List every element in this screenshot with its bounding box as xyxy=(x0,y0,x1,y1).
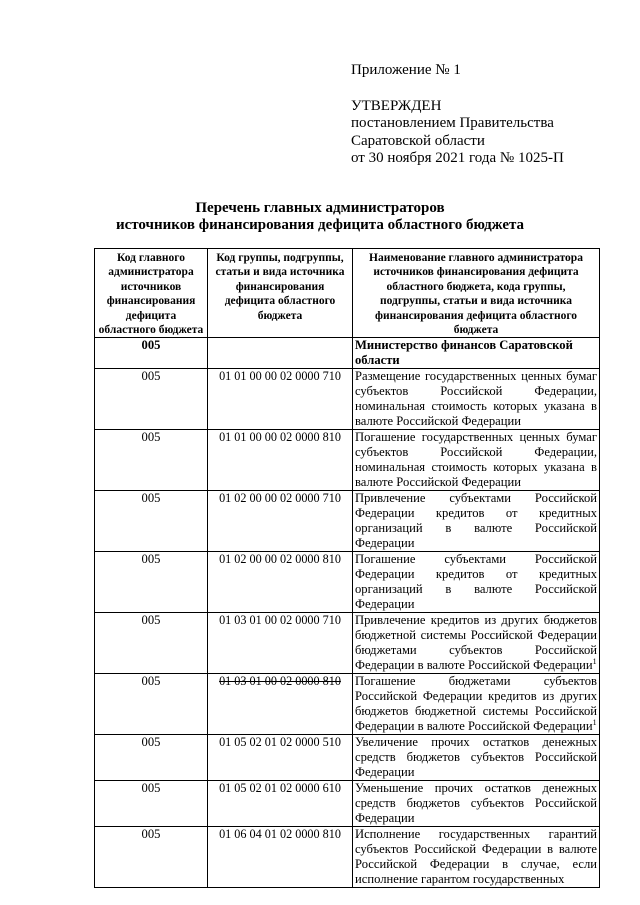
table-row xyxy=(95,552,600,613)
document-title xyxy=(0,200,640,234)
approval-line-3: от 30 ноября 2021 года № 1025-П xyxy=(351,150,564,166)
source-name-cell: Исполнение государственных гарантий субъектов Российской Федерации в валюте Российской Федерации в случае, если исполнение гарантом государственных xyxy=(353,827,600,888)
admin-code-cell: 005 xyxy=(95,613,208,674)
source-name-cell: Привлечение субъектами Российской Федерации кредитов от кредитных организаций в валюте Российской Федерации xyxy=(353,491,600,552)
approved-label: УТВЕРЖДЕН xyxy=(351,97,442,114)
admin-code-cell: 005 xyxy=(95,491,208,552)
source-name-cell: Погашение субъектами Российской Федерации кредитов от кредитных организаций в валюте Российской Федерации xyxy=(353,552,600,613)
admin-code-cell: 005 xyxy=(95,781,208,827)
administrators-table xyxy=(94,248,600,888)
source-code-cell: 01 03 01 00 02 0000 710 xyxy=(208,613,353,674)
table-row xyxy=(95,491,600,552)
title-line-2: источников финансирования дефицита областного бюджета xyxy=(115,217,525,233)
approval-line-1: постановлением Правительства xyxy=(351,115,554,131)
source-code-cell: 01 02 00 00 02 0000 710 xyxy=(208,491,353,552)
admin-code-cell: 005 xyxy=(95,735,208,781)
admin-code-cell: 005 xyxy=(95,827,208,888)
source-name-text: Погашение бюджетами субъектов Российской Федерации кредитов из других бюджетов бюджетной системы Российской Федерации в валюте Российской Федерации xyxy=(355,674,597,734)
source-name-cell: Министерство финансов Саратовской области xyxy=(353,338,600,369)
footnote-marker: 1 xyxy=(592,657,597,667)
admin-code-cell: 005 xyxy=(95,338,208,369)
annex-label: Приложение № 1 xyxy=(351,62,461,78)
admin-code-cell: 005 xyxy=(95,430,208,491)
admin-code-cell: 005 xyxy=(95,552,208,613)
source-name-cell: Размещение государственных ценных бумаг субъектов Российской Федерации, номинальная стоимость которых указана в валюте Российской Федерации xyxy=(353,369,600,430)
admin-code-cell: 005 xyxy=(95,674,208,735)
table-row xyxy=(95,430,600,491)
source-code-cell: 01 02 00 00 02 0000 810 xyxy=(208,552,353,613)
table-row xyxy=(95,827,600,888)
source-code-cell: 01 01 00 00 02 0000 810 xyxy=(208,430,353,491)
table-row xyxy=(95,613,600,674)
header-source-code: Код группы, подгруппы, статьи и вида источника финансирования дефицита областного бюджета xyxy=(208,249,353,338)
approval-block xyxy=(351,62,564,168)
source-code-cell: 01 06 04 01 02 0000 810 xyxy=(208,827,353,888)
source-code-cell: 01 03 01 00 02 0000 810 xyxy=(208,674,353,735)
table-row xyxy=(95,674,600,735)
source-code-cell: 01 05 02 01 02 0000 510 xyxy=(208,735,353,781)
source-name-cell xyxy=(353,674,600,735)
title-line-1: Перечень главных администраторов xyxy=(195,200,445,216)
header-source-name: Наименование главного администратора источников финансирования дефицита областного бюджета, кода группы, подгруппы, статьи и вида источника финансирования дефицита областного бюджета xyxy=(353,249,600,338)
source-code-cell: 01 05 02 01 02 0000 610 xyxy=(208,781,353,827)
source-name-cell: Погашение государственных ценных бумаг субъектов Российской Федерации, номинальная стоимость которых указана в валюте Российской Федерации xyxy=(353,430,600,491)
source-name-cell: Увеличение прочих остатков денежных средств бюджетов субъектов Российской Федерации xyxy=(353,735,600,781)
header-admin-code: Код главного администратора источников финансирования дефицита областного бюджета xyxy=(95,249,208,338)
source-code-cell: 01 01 00 00 02 0000 710 xyxy=(208,369,353,430)
footnote-marker: 1 xyxy=(592,718,597,728)
approval-line-2: Саратовской области xyxy=(351,132,485,149)
table-header-row xyxy=(95,249,600,338)
source-name-cell: Уменьшение прочих остатков денежных средств бюджетов субъектов Российской Федерации xyxy=(353,781,600,827)
source-code-cell xyxy=(208,338,353,369)
source-name-text: Привлечение кредитов из других бюджетов бюджетной системы Российской Федерации бюджетами субъектов Российской Федерации в валюте Российской Федерации xyxy=(355,613,597,673)
admin-code-cell: 005 xyxy=(95,369,208,430)
source-name-cell xyxy=(353,613,600,674)
table-row xyxy=(95,338,600,369)
table-row xyxy=(95,369,600,430)
table-row xyxy=(95,781,600,827)
table-row xyxy=(95,735,600,781)
